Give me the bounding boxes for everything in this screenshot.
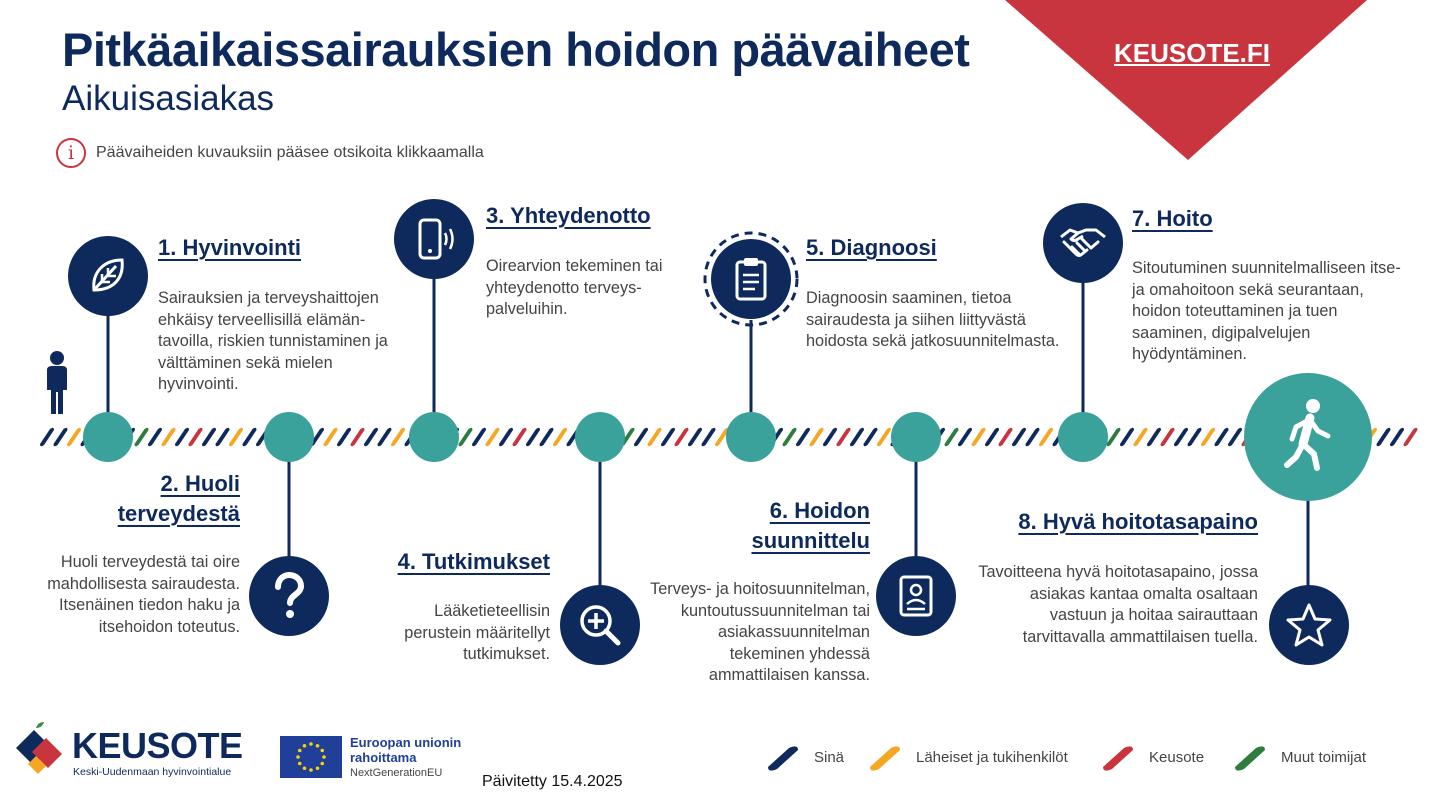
- step-2-heading[interactable]: 2. Huoli terveydestä: [117, 471, 240, 526]
- legend-label: Sinä: [814, 748, 845, 766]
- phone-icon: [411, 216, 457, 262]
- rope-segment: [999, 428, 1013, 447]
- question-icon: [269, 572, 309, 620]
- step-7-description: Sitoutuminen suunnitelmalliseen itse- ja omahoitoon sekä seurantaan, hoidon toteuttaminen ja tuen saaminen, digipalvelujen hyödyntäminen.: [1132, 259, 1401, 363]
- person-icon: [44, 350, 70, 416]
- rope-segment: [202, 428, 216, 447]
- rope-segment: [540, 428, 554, 447]
- step-8-description: Tavoitteena hyvä hoitotasapaino, jossa asiakas kantaa omalta osaltaan vastuun ja hoitaa sairauttaan tarvittavalla ammattilaisen tuella.: [978, 563, 1258, 646]
- eu-star: [303, 744, 307, 748]
- rope-segment: [40, 428, 54, 447]
- step-3-icon-circle: [394, 199, 474, 279]
- rope-segment: [1134, 428, 1148, 447]
- rope-segment: [634, 428, 648, 447]
- step-1-heading[interactable]: 1. Hyvinvointi: [158, 235, 302, 260]
- rope-segment: [216, 428, 230, 447]
- eu-funding-line3: NextGenerationEU: [350, 767, 443, 779]
- rope-segment: [459, 428, 473, 447]
- timeline-node-6: [891, 412, 941, 462]
- eu-star: [320, 749, 324, 753]
- eu-star: [309, 768, 313, 772]
- timeline-node-1: [83, 412, 133, 462]
- rope-segment: [135, 428, 149, 447]
- leaf-icon: [86, 254, 130, 298]
- keusote-logo-mark: [14, 720, 74, 778]
- rope-segment: [391, 428, 405, 447]
- rope-segment: [1188, 428, 1202, 447]
- rope-segment: [823, 428, 837, 447]
- step-3-description: Oirearvion tekeminen tai yhteydenotto terveyspalveluihin.: [486, 257, 663, 318]
- rope-segment: [324, 428, 338, 447]
- legend-item-sina: [762, 742, 844, 772]
- rope-segment: [162, 428, 176, 447]
- rope-segment: [364, 428, 378, 447]
- legend-swatch-red: [1097, 742, 1137, 772]
- rope-segment: [675, 428, 689, 447]
- rope-segment: [945, 428, 959, 447]
- step-2-icon-circle: [249, 556, 329, 636]
- page-title: Pitkäaikaissairauksien hoidon päävaiheet: [62, 23, 970, 76]
- keusote-fi-link[interactable]: KEUSOTE.FI: [1114, 38, 1271, 68]
- step-5-icon-circle: [711, 239, 791, 319]
- keusote-logo-name: KEUSOTE: [72, 725, 243, 766]
- rope-segment: [472, 428, 486, 447]
- legend-swatch-green: [1229, 742, 1269, 772]
- rope-segment: [1201, 428, 1215, 447]
- info-text: Päävaiheiden kuvauksiin pääsee otsikoita klikkaamalla: [96, 144, 484, 161]
- timeline-node-4: [575, 412, 625, 462]
- rope-segment: [1161, 428, 1175, 447]
- rope-segment: [351, 428, 365, 447]
- magnifier-plus-icon: [576, 601, 624, 649]
- step-7-heading[interactable]: 7. Hoito: [1132, 206, 1213, 231]
- rope-segment: [648, 428, 662, 447]
- eu-star: [316, 744, 320, 748]
- eu-star: [316, 766, 320, 770]
- page-subtitle: Aikuisasiakas: [62, 79, 275, 118]
- rope-segment: [1174, 428, 1188, 447]
- rope-segment: [1215, 428, 1229, 447]
- rope-segment: [499, 428, 513, 447]
- step-7-icon-circle: [1043, 203, 1123, 283]
- step-8-heading[interactable]: 8. Hyvä hoitotasapaino: [1018, 509, 1258, 534]
- rope-segment: [810, 428, 824, 447]
- step-4-icon-circle: [560, 585, 640, 665]
- rope-segment: [553, 428, 567, 447]
- rope-segment: [783, 428, 797, 447]
- clipboard-icon: [729, 255, 773, 303]
- eu-star: [309, 742, 313, 746]
- timeline-node-3: [409, 412, 459, 462]
- legend-swatch-navy: [762, 742, 802, 772]
- rope-segment: [337, 428, 351, 447]
- step-6-icon-circle: [876, 556, 956, 636]
- rope-segment: [958, 428, 972, 447]
- keusote-logo-tagline: Keski-Uudenmaan hyvinvointialue: [73, 766, 232, 778]
- rope-segment: [661, 428, 675, 447]
- star-icon: [1284, 601, 1334, 649]
- legend-label: Läheiset ja tukihenkilöt: [916, 748, 1068, 766]
- timeline-node-5: [726, 412, 776, 462]
- eu-star: [298, 749, 302, 753]
- step-5-description: Diagnoosin saaminen, tietoa sairaudesta ja siihen liittyvästä hoidosta sekä jatkosuunnitelmasta.: [806, 289, 1060, 350]
- eu-star: [298, 762, 302, 766]
- step-5-heading[interactable]: 5. Diagnoosi: [806, 235, 937, 260]
- rope-segment: [837, 428, 851, 447]
- rope-segment: [513, 428, 527, 447]
- updated-date: Päivitetty 15.4.2025: [482, 773, 623, 790]
- timeline-node-7: [1058, 412, 1108, 462]
- step-4-description: Lääketieteellisin perustein määritellyt tutkimukset.: [404, 602, 550, 663]
- legend-label: Keusote: [1149, 748, 1205, 766]
- rope-segment: [1147, 428, 1161, 447]
- legend-label: Muut toimijat: [1281, 748, 1367, 766]
- rope-segment: [850, 428, 864, 447]
- step-1-description: Sairauksien ja terveyshaittojen ehkäisy terveellisillä elämäntavoilla, riskien tunnistaminen ja välttäminen sekä mielen hyvinvointi.: [158, 289, 388, 393]
- legend-item-laheiset: [864, 742, 1068, 772]
- rope-segment: [1120, 428, 1134, 447]
- step-6-description: Terveys- ja hoitosuunnitelman, kuntoutussuunnitelman tai asiakassuunnitelman tekeminen yhdessä ammattilaisen kanssa.: [650, 580, 870, 684]
- rope-segment: [864, 428, 878, 447]
- step-1-icon-circle: [68, 236, 148, 316]
- eu-star: [322, 755, 326, 759]
- eu-funding-line1: Euroopan unionin: [350, 735, 462, 750]
- step-8-icon-circle: [1269, 585, 1349, 665]
- info-icon: i: [56, 138, 86, 168]
- step-4-heading[interactable]: 4. Tutkimukset: [397, 549, 550, 574]
- rope-segment: [972, 428, 986, 447]
- rope-segment: [688, 428, 702, 447]
- rope-segment: [67, 428, 81, 447]
- rope-segment: [175, 428, 189, 447]
- step-3-heading[interactable]: 3. Yhteydenotto: [486, 203, 651, 228]
- rope-segment: [189, 428, 203, 447]
- legend-item-muut: [1229, 742, 1366, 772]
- rope-segment: [1228, 428, 1242, 447]
- rope-segment: [1026, 428, 1040, 447]
- legend-item-keusote: [1097, 742, 1204, 772]
- eu-star: [320, 762, 324, 766]
- rope-segment: [985, 428, 999, 447]
- eu-star: [303, 766, 307, 770]
- rope-segment: [1404, 428, 1418, 447]
- rope-segment: [526, 428, 540, 447]
- rope-segment: [1377, 428, 1391, 447]
- rope-segment: [229, 428, 243, 447]
- timeline-node-2: [264, 412, 314, 462]
- legend-swatch-orange: [864, 742, 904, 772]
- rope-segment: [1012, 428, 1026, 447]
- id-card-icon: [896, 573, 936, 619]
- rope-segment: [1039, 428, 1053, 447]
- eu-flag-icon: [280, 736, 342, 778]
- handshake-icon: [1058, 221, 1108, 265]
- eu-star: [296, 755, 300, 759]
- eu-funding-line2: rahoittama: [350, 750, 417, 765]
- rope-segment: [54, 428, 68, 447]
- rope-segment: [796, 428, 810, 447]
- rope-segment: [486, 428, 500, 447]
- rope-segment: [378, 428, 392, 447]
- rope-segment: [243, 428, 257, 447]
- rope-segment: [148, 428, 162, 447]
- rope-segment: [702, 428, 716, 447]
- rope-segment: [1390, 428, 1404, 447]
- step-2-description: Huoli terveydestä tai oire mahdollisesta sairaudesta. Itsenäinen tiedon haku ja itsehoidon toteutus.: [47, 553, 240, 636]
- step-6-heading[interactable]: 6. Hoidon suunnittelu: [751, 498, 870, 553]
- rope-segment: [877, 428, 891, 447]
- rope-segment: [1107, 428, 1121, 447]
